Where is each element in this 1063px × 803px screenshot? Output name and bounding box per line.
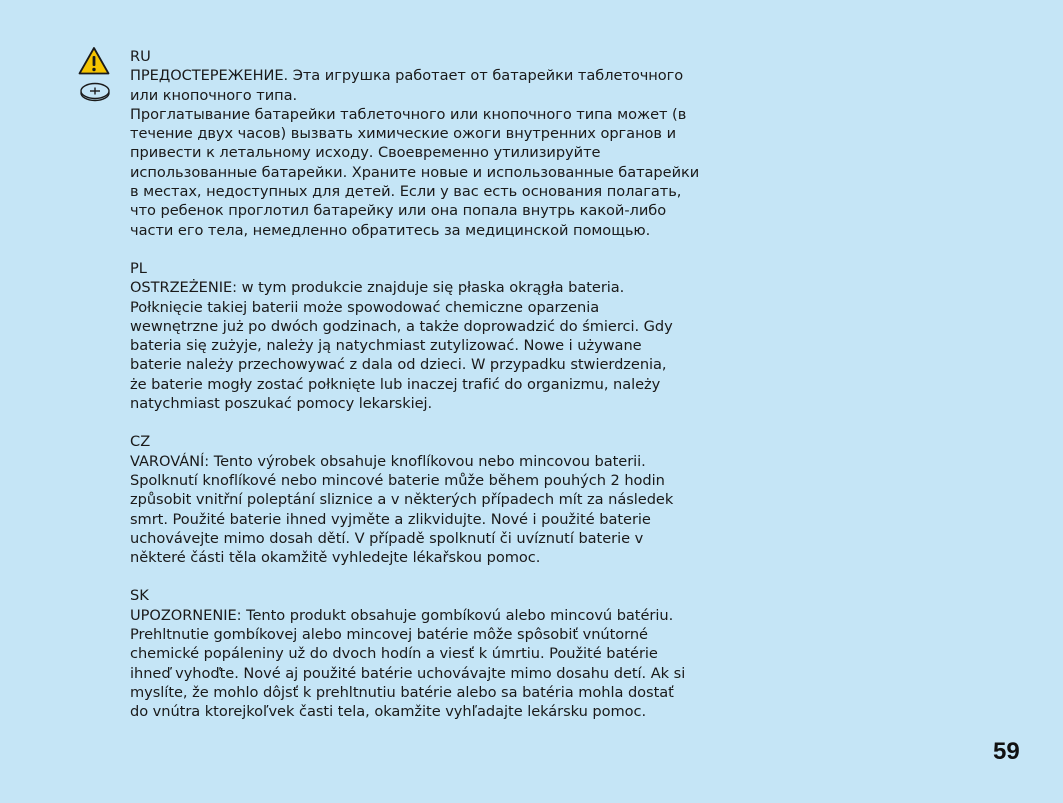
section-cz	[130, 432, 810, 567]
text-line: в местах, недоступных для детей. Если у вас есть основания полагать,	[130, 183, 682, 201]
section-sk	[130, 586, 810, 721]
text-line: chemické popáleniny už do dvoch hodín a viesť k úmrtiu. Použité batérie	[130, 645, 658, 663]
language-code: SK	[130, 587, 149, 605]
text-line: использованные батарейки. Храните новые и использованные батарейки	[130, 163, 700, 181]
text-line: OSTRZEŻENIE: w tym produkcie znajduje się płaska okrągła bateria.	[130, 279, 625, 297]
text-line: některé části těla okamžitě vyhledejte lékařskou pomoc.	[130, 549, 541, 567]
text-line: что ребенок проглотил батарейку или она попала внутрь какой-либо	[130, 202, 667, 220]
text-line: do vnútra ktorejkoľvek časti tela, okamžite vyhľadajte lekársku pomoc.	[130, 703, 647, 721]
text-line: или кнопочного типа.	[130, 86, 298, 104]
warning-text-block	[130, 47, 810, 741]
text-line: части его тела, немедленно обратитесь за медицинской помощью.	[130, 221, 651, 239]
text-line: wewnętrzne już po dwóch godzinach, a także doprowadzić do śmierci. Gdy	[130, 317, 673, 335]
text-line: způsobit vnitřní poleptání sliznice a v některých případech mít za následek	[130, 491, 674, 509]
warning-icons	[78, 46, 112, 102]
text-line: smrt. Použité baterie ihned vyjměte a zlikvidujte. Nové i použité baterie	[130, 510, 651, 528]
text-line: bateria się zużyje, należy ją natychmiast zutylizować. Nowe i używane	[130, 337, 642, 355]
text-line: myslíte, že mohlo dôjsť k prehltnutiu batérie alebo sa batéria mohla dostať	[130, 683, 674, 701]
text-line: Spolknutí knoflíkové nebo mincové baterie může během pouhých 2 hodin	[130, 471, 665, 489]
text-line: Prehltnutie gombíkovej alebo mincovej batérie môže spôsobiť vnútorné	[130, 626, 648, 644]
text-line: ПРЕДОСТЕРЕЖЕНИЕ. Эта игрушка работает от батарейки таблеточного	[130, 67, 684, 85]
text-line: baterie należy przechowywać z dala od dzieci. W przypadku stwierdzenia,	[130, 356, 667, 374]
text-line: natychmiast poszukać pomocy lekarskiej.	[130, 395, 433, 413]
language-code: PL	[130, 259, 147, 277]
section-ru	[130, 47, 810, 240]
text-line: że baterie mogły zostać połknięte lub inaczej trafić do organizmu, należy	[130, 375, 661, 393]
warning-triangle-icon	[78, 46, 110, 76]
language-code: CZ	[130, 433, 151, 451]
text-line: Połknięcie takiej baterii może spowodować chemiczne oparzenia	[130, 298, 600, 316]
coin-battery-icon	[79, 82, 111, 102]
section-pl	[130, 259, 810, 413]
text-line: ihneď vyhoďte. Nové aj použité batérie uchovávajte mimo dosahu detí. Ak si	[130, 664, 686, 682]
text-line: течение двух часов) вызвать химические ожоги внутренних органов и	[130, 125, 677, 143]
text-line: UPOZORNENIE: Tento produkt obsahuje gombíkovú alebo mincovú batériu.	[130, 606, 674, 624]
language-code: RU	[130, 48, 151, 65]
text-line: Проглатывание батарейки таблеточного или кнопочного типа может (в	[130, 105, 687, 123]
text-line: VAROVÁNÍ: Tento výrobek obsahuje knoflíkovou nebo mincovou baterii.	[130, 452, 646, 470]
page-number: 59	[993, 738, 1020, 765]
text-line: привести к летальному исходу. Своевременно утилизируйте	[130, 144, 601, 162]
text-line: uchovávejte mimo dosah dětí. V případě spolknutí či uvíznutí baterie v	[130, 529, 644, 547]
